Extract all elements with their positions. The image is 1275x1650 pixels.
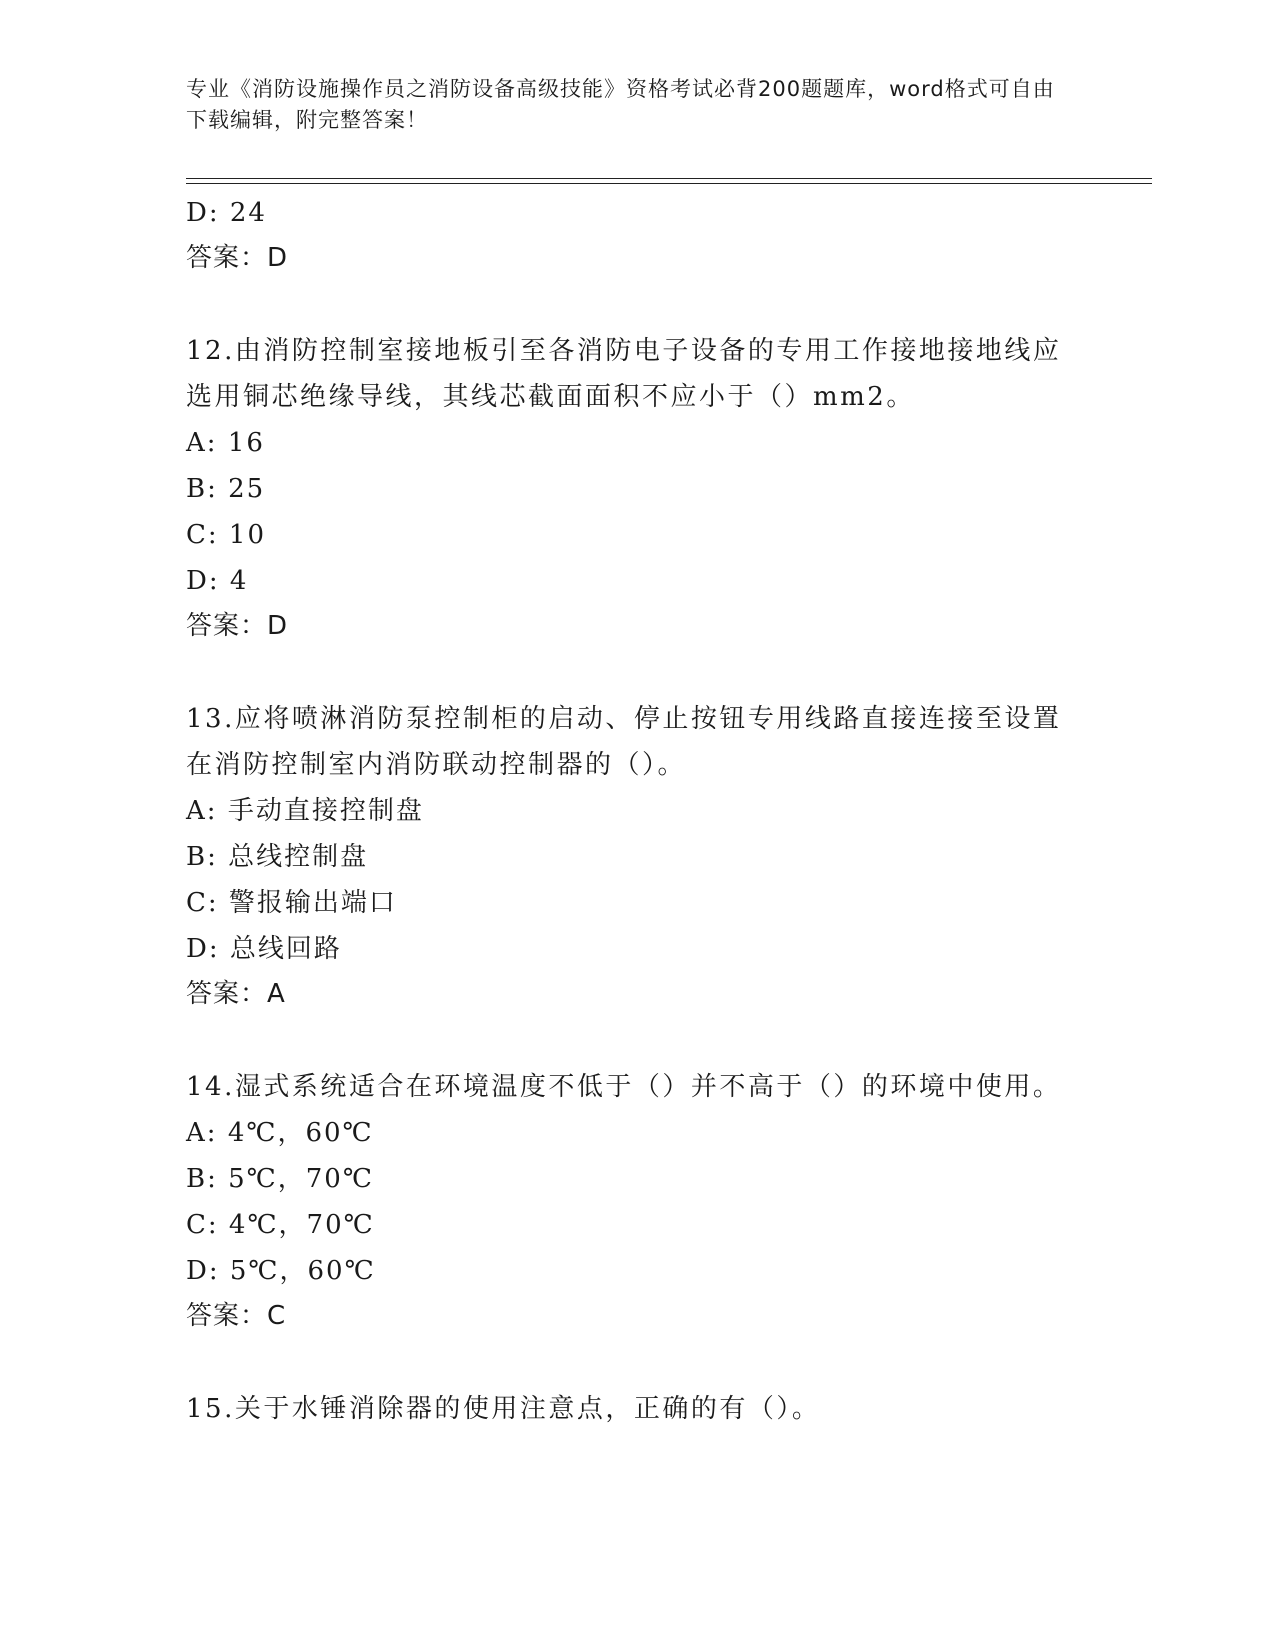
option-label: C: xyxy=(186,888,219,918)
answer-value: D xyxy=(267,243,289,273)
answer-line xyxy=(186,236,1086,280)
option-text: 警报输出端口 xyxy=(228,888,397,918)
answer-prefix: 答案： xyxy=(186,979,268,1009)
option-line xyxy=(186,558,1086,604)
question-text: 湿式系统适合在环境温度不低于（）并不高于（）的环境中使用。 xyxy=(234,1072,1062,1102)
answer-prefix: 答案： xyxy=(186,611,268,641)
header-divider-top xyxy=(186,178,1152,179)
option-label: A: xyxy=(186,428,218,458)
option-text: 总线回路 xyxy=(229,934,342,964)
option-label: B: xyxy=(186,474,218,504)
question-number: 15. xyxy=(186,1394,235,1424)
option-text: 4 xyxy=(229,566,249,596)
option-text: 4℃，60℃ xyxy=(227,1118,374,1148)
option-label: D: xyxy=(186,566,220,596)
option-text: 24 xyxy=(229,198,267,228)
answer-prefix: 答案： xyxy=(186,243,268,273)
answer-value: D xyxy=(267,611,289,641)
answer-line xyxy=(186,972,1086,1016)
option-line xyxy=(186,1110,1086,1156)
option-label: C: xyxy=(186,1210,219,1240)
option-line xyxy=(186,190,1086,236)
option-line xyxy=(186,466,1086,512)
question-12 xyxy=(186,328,1086,420)
option-label: C: xyxy=(186,520,219,550)
option-text: 5℃，70℃ xyxy=(228,1164,374,1194)
option-label: A: xyxy=(186,796,218,826)
option-text: 10 xyxy=(228,520,267,550)
question-text: 应将喷淋消防泵控制柜的启动、停止按钮专用线路直接连接至设置在消防控制室内消防联动控制器的（）。 xyxy=(186,704,1062,780)
question-number: 13. xyxy=(186,704,235,734)
header-divider-bottom xyxy=(186,183,1152,184)
option-line xyxy=(186,1156,1086,1202)
option-text: 5℃，60℃ xyxy=(229,1256,376,1286)
question-number: 14. xyxy=(186,1072,235,1102)
question-number: 12. xyxy=(186,336,235,366)
option-label: B: xyxy=(186,842,218,872)
option-text: 16 xyxy=(227,428,265,458)
option-text: 总线控制盘 xyxy=(228,842,369,872)
question-14 xyxy=(186,1064,1086,1110)
answer-value: C xyxy=(267,1301,287,1331)
option-text: 25 xyxy=(228,474,266,504)
option-label: D: xyxy=(186,198,220,228)
option-line xyxy=(186,834,1086,880)
answer-prefix: 答案： xyxy=(186,1301,268,1331)
option-line xyxy=(186,1202,1086,1248)
page-header: 专业《消防设施操作员之消防设备高级技能》资格考试必背200题题库，word格式可自由下载编辑，附完整答案！ xyxy=(186,77,1055,132)
option-line xyxy=(186,880,1086,926)
answer-line xyxy=(186,604,1086,648)
option-line xyxy=(186,788,1086,834)
question-15 xyxy=(186,1386,1086,1432)
option-label: B: xyxy=(186,1164,218,1194)
answer-value: A xyxy=(267,979,286,1009)
question-13 xyxy=(186,696,1086,788)
option-line xyxy=(186,1248,1086,1294)
question-content xyxy=(186,190,1086,1432)
option-text: 手动直接控制盘 xyxy=(227,796,424,826)
option-text: 4℃，70℃ xyxy=(228,1210,375,1240)
option-line xyxy=(186,926,1086,972)
answer-line xyxy=(186,1294,1086,1338)
question-text: 关于水锤消除器的使用注意点，正确的有（）。 xyxy=(234,1394,821,1424)
option-line xyxy=(186,512,1086,558)
option-label: D: xyxy=(186,934,220,964)
option-line xyxy=(186,420,1086,466)
option-label: A: xyxy=(186,1118,218,1148)
option-label: D: xyxy=(186,1256,220,1286)
question-text: 由消防控制室接地板引至各消防电子设备的专用工作接地接地线应选用铜芯绝缘导线，其线芯截面面积不应小于（）mm2。 xyxy=(186,336,1062,412)
